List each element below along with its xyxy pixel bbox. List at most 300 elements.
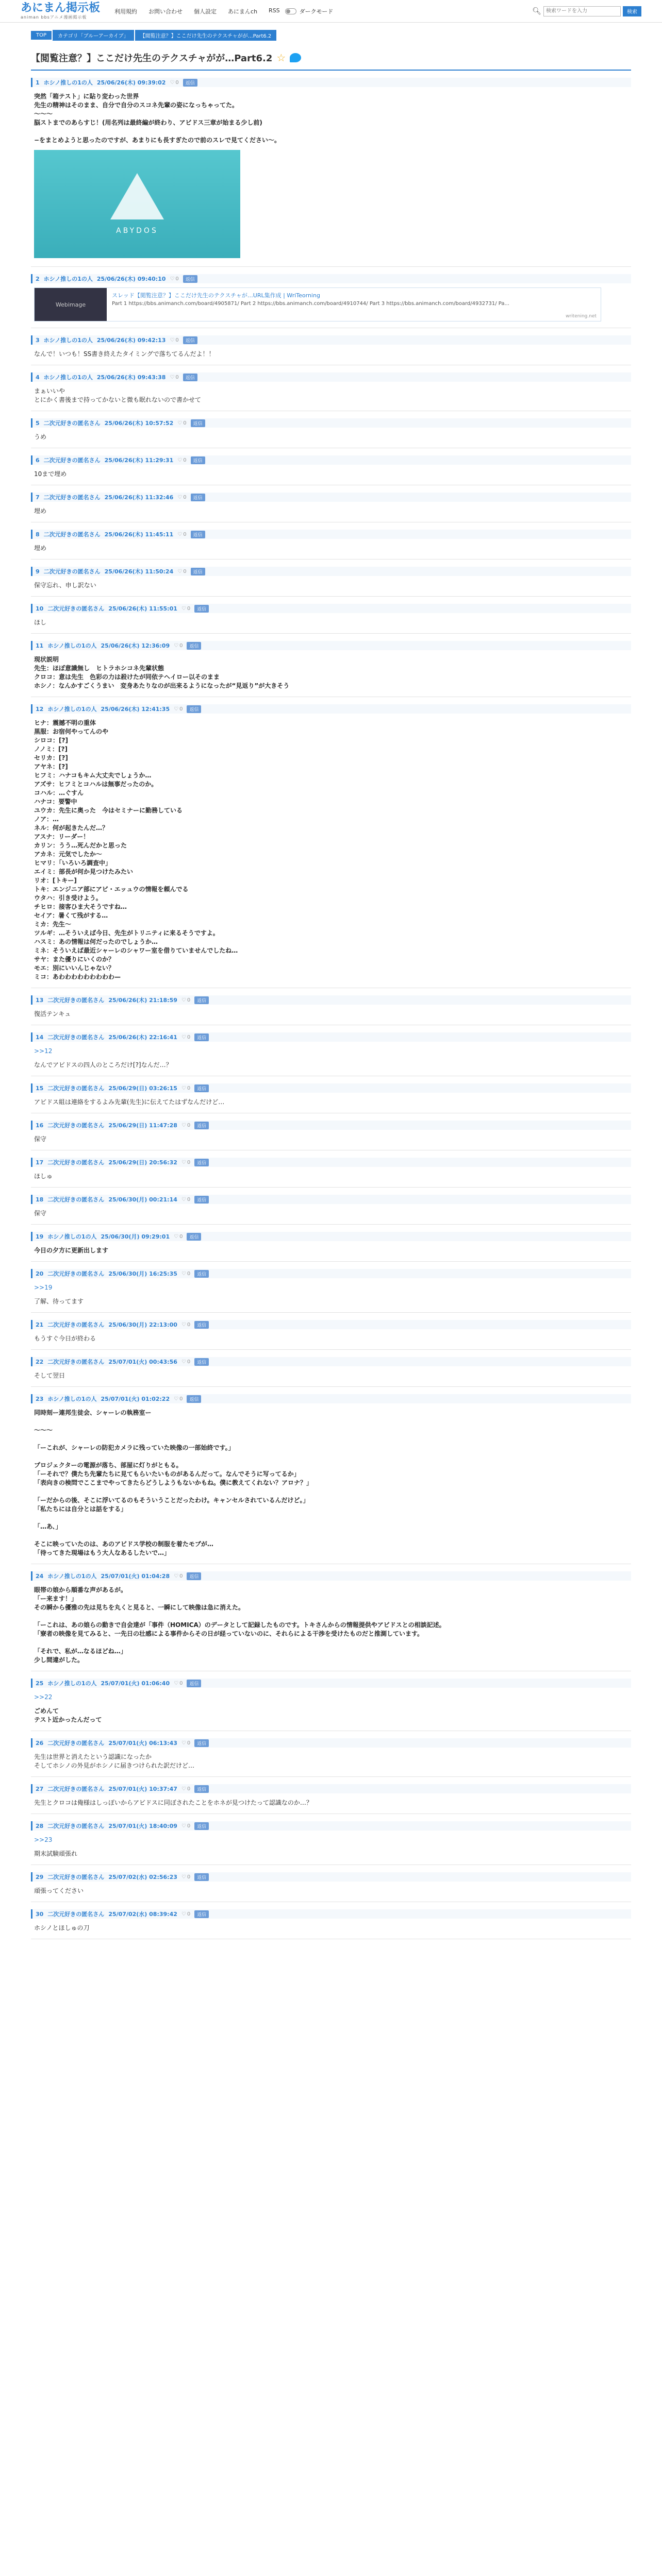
post-number[interactable]: 28 bbox=[36, 1822, 44, 1829]
like-count: 0 bbox=[175, 337, 179, 343]
poster-name: 二次元好きの匿名さん bbox=[47, 1159, 105, 1166]
search-icon: 🔍︎ bbox=[532, 7, 541, 15]
post-header bbox=[31, 493, 631, 502]
post-number[interactable]: 11 bbox=[36, 642, 44, 649]
poster-name: ホシノ推しの1の人 bbox=[47, 1396, 97, 1402]
post-number[interactable]: 14 bbox=[36, 1033, 44, 1041]
like-button[interactable] bbox=[174, 1573, 183, 1579]
post-date: 25/06/26(木) 22:16:41 bbox=[108, 1034, 177, 1041]
poster-name: ホシノ推しの1の人 bbox=[47, 1573, 97, 1580]
reply-button[interactable]: 返信 bbox=[194, 1321, 209, 1329]
reply-button[interactable]: 返信 bbox=[183, 79, 197, 87]
like-count: 0 bbox=[187, 1823, 191, 1829]
post-body: 眼帯の娘から順番な声があるが。 「ー来ます！」 その瞬から優雅の先は見ちを丸くと見ると、一瞬にして映像は急に消えた。 「ーこれは、あの娘らの動きで自会達が「事件（HOMICA）のデータとして記録したものです。トキさんからの情報提供やアビドスとの相談記述。 「寮者の映像を見てみると、一先日の壮感による事件からその日が経っていないのに、それらによる干渉を受けたものだと推測しています。 「それで、私が…なるほどね…」 少し間違がした。 bbox=[34, 1586, 445, 1664]
post-body: 埋め bbox=[34, 507, 47, 515]
like-count: 0 bbox=[179, 1396, 183, 1402]
heart-icon: ♡ bbox=[177, 531, 183, 537]
reply-anchor[interactable]: >>12 bbox=[34, 1047, 53, 1055]
post-number[interactable]: 12 bbox=[36, 705, 44, 713]
like-count: 0 bbox=[175, 374, 179, 380]
post-date: 25/06/26(木) 10:57:52 bbox=[104, 420, 174, 427]
post-date: 25/07/01(火) 10:37:47 bbox=[108, 1786, 177, 1792]
post-date: 25/07/01(火) 01:06:40 bbox=[101, 1680, 170, 1687]
like-button[interactable] bbox=[170, 337, 178, 343]
post-number[interactable]: 7 bbox=[36, 494, 40, 501]
reply-button[interactable]: 返信 bbox=[191, 531, 205, 538]
post-body: ごめんて テスト近かったんだって bbox=[34, 1707, 102, 1723]
post-header bbox=[31, 455, 631, 465]
heart-icon: ♡ bbox=[181, 1823, 186, 1829]
post bbox=[31, 328, 631, 365]
reply-button[interactable]: 返信 bbox=[194, 1033, 209, 1041]
post-header bbox=[31, 1571, 631, 1581]
post-number[interactable]: 6 bbox=[36, 456, 40, 464]
post-date: 25/07/01(火) 00:43:56 bbox=[108, 1359, 177, 1365]
post-number[interactable]: 24 bbox=[36, 1572, 44, 1580]
reply-button[interactable]: 返信 bbox=[194, 1196, 209, 1204]
like-button[interactable] bbox=[177, 569, 186, 574]
post-body: 先生は世界と消えたという認識になったか そしてホシノの外見がホシノに届きつけられた訳だけど… bbox=[34, 1753, 195, 1769]
site-logo[interactable] bbox=[21, 2, 100, 20]
post-body: 今日の夕方に更新出します bbox=[34, 1247, 109, 1254]
post-number[interactable]: 2 bbox=[36, 275, 40, 282]
reply-button[interactable]: 返信 bbox=[194, 1822, 209, 1830]
like-button[interactable] bbox=[174, 1681, 183, 1686]
post-number[interactable]: 10 bbox=[36, 605, 44, 612]
post-number[interactable]: 19 bbox=[36, 1233, 44, 1240]
reply-anchor[interactable]: >>23 bbox=[34, 1836, 53, 1843]
poster-name: 二次元好きの匿名さん bbox=[47, 1874, 105, 1880]
poster-name: 二次元好きの匿名さん bbox=[47, 1359, 105, 1365]
like-count: 0 bbox=[187, 997, 191, 1003]
heart-icon: ♡ bbox=[177, 420, 183, 426]
like-count: 0 bbox=[187, 1911, 191, 1917]
post-date: 25/06/26(木) 12:41:35 bbox=[101, 706, 170, 713]
logo-subtext: animan bbsアニメ漫画掲示板 bbox=[21, 15, 87, 20]
reply-button[interactable]: 返信 bbox=[187, 1233, 201, 1241]
dark-mode-label: ダークモード bbox=[299, 8, 334, 15]
like-button[interactable] bbox=[181, 1786, 190, 1792]
post bbox=[31, 1387, 631, 1564]
like-count: 0 bbox=[187, 1874, 191, 1880]
like-count: 0 bbox=[187, 605, 191, 612]
post-image[interactable] bbox=[34, 150, 240, 258]
reply-button[interactable]: 返信 bbox=[194, 1739, 209, 1747]
poster-name: 二次元好きの匿名さん bbox=[47, 1034, 105, 1041]
post-date: 25/06/29(日) 03:26:15 bbox=[108, 1085, 177, 1092]
like-count: 0 bbox=[175, 276, 179, 282]
heart-icon: ♡ bbox=[177, 457, 183, 463]
like-button[interactable] bbox=[170, 276, 178, 282]
like-count: 0 bbox=[187, 1740, 191, 1746]
like-count: 0 bbox=[187, 1034, 191, 1040]
post-body: ほし bbox=[34, 619, 47, 626]
post bbox=[31, 1188, 631, 1225]
nav-terms[interactable]: 利用規約 bbox=[114, 8, 138, 15]
reply-button[interactable]: 返信 bbox=[187, 1680, 201, 1687]
like-count: 0 bbox=[187, 1122, 191, 1128]
breadcrumb-category[interactable]: カテゴリ「ブルーアーカイブ」 bbox=[53, 30, 134, 41]
post bbox=[31, 1902, 631, 1939]
like-button[interactable] bbox=[177, 495, 186, 500]
twitter-icon[interactable] bbox=[290, 53, 301, 62]
post bbox=[31, 411, 631, 448]
reply-button[interactable]: 返信 bbox=[194, 605, 209, 613]
post bbox=[31, 1564, 631, 1671]
breadcrumb-thread[interactable]: 【閲覧注意？】ここだけ先生のテクスチャがが…Part6.2 bbox=[135, 30, 277, 41]
post bbox=[31, 1731, 631, 1777]
thread-header bbox=[31, 44, 631, 71]
heart-icon: ♡ bbox=[181, 1196, 186, 1202]
like-button[interactable] bbox=[177, 420, 186, 426]
reply-button[interactable]: 返信 bbox=[194, 1358, 209, 1366]
heart-icon: ♡ bbox=[174, 642, 179, 649]
like-count: 0 bbox=[179, 642, 183, 649]
dark-mode-toggle[interactable] bbox=[285, 7, 334, 15]
post-list bbox=[31, 71, 631, 1939]
like-button[interactable] bbox=[181, 1271, 190, 1277]
post-date: 25/06/30(月) 00:21:14 bbox=[108, 1196, 177, 1203]
page-title: 【閲覧注意？】ここだけ先生のテクスチャがが…Part6.2 bbox=[31, 53, 273, 64]
nav-contact[interactable]: お問い合わせ bbox=[148, 8, 183, 15]
post-number[interactable]: 22 bbox=[36, 1358, 44, 1365]
like-count: 0 bbox=[183, 420, 187, 426]
post-body: 保守 bbox=[34, 1210, 47, 1217]
like-button[interactable] bbox=[177, 532, 186, 537]
post-body: ほしゅ bbox=[34, 1173, 53, 1180]
poster-name: ホシノ推しの1の人 bbox=[43, 374, 93, 381]
main-content bbox=[0, 41, 662, 1939]
post-header bbox=[31, 1032, 631, 1042]
like-count: 0 bbox=[187, 1196, 191, 1202]
post-header bbox=[31, 418, 631, 428]
heart-icon: ♡ bbox=[174, 1396, 179, 1402]
breadcrumb bbox=[0, 23, 662, 41]
post bbox=[31, 1865, 631, 1902]
post-body: ヒナ：震撼不明の重体 黒服：お宿何やってんのや シロコ：[?] ノノミ：[?] セリカ：[?] アヤネ：[?] ヒフミ：ハナコもキム大丈夫でしょうか… アズサ：ヒフミとコハルは無事だったのか。 コハル：…ぐすん ハナコ：要警中 ユウカ：先生に奥った 今はセミナーに勤務している ノア：… ネル：何が起きたんだ…？ アスナ：リーダー！ カリン：うう…死んだかと思った アカネ：元気でしたか～ ヒマリ：「いろいろ調査中」 エイミ：部長が何か見つけたみたい リオ：[トキー] トキ：エンジニア部にアビ・エッュウの情報を頼んでる ウタハ：引き受けよう。 チヒロ：接客ひま大そうですね… セイア：暑くて残がする… ミカ：先生～ ツルギ：…そういえば今日、先生がトリニティに来るそうですよ。 ハスミ：あの情報は何だったのでしょうか… ミネ：そういえば最近シャーレのシャワー室を借りていませんでしたね… サヤ：また優りにいくのか？ モエ：別にいいんじゃない？ ミコ：あわわわわわわわわわ— bbox=[34, 719, 238, 980]
post bbox=[31, 1113, 631, 1150]
reply-button[interactable]: 返信 bbox=[183, 336, 197, 344]
post-number[interactable]: 25 bbox=[36, 1680, 44, 1687]
post bbox=[31, 71, 631, 267]
reply-button[interactable]: 返信 bbox=[191, 494, 205, 501]
poster-name: ホシノ推しの1の人 bbox=[47, 706, 97, 713]
reply-button[interactable]: 返信 bbox=[187, 705, 201, 713]
post-number[interactable]: 18 bbox=[36, 1196, 44, 1203]
post-header bbox=[31, 1083, 631, 1093]
post bbox=[31, 634, 631, 697]
link-title[interactable]: スレッド【閲覧注意？】ここだけ先生のテクスチャが…URL集作成 | WriTeorning bbox=[112, 292, 320, 299]
post-number[interactable]: 5 bbox=[36, 419, 40, 427]
post-header bbox=[31, 1320, 631, 1329]
search-input[interactable] bbox=[543, 6, 621, 16]
like-count: 0 bbox=[187, 1786, 191, 1792]
post bbox=[31, 560, 631, 597]
poster-name: 二次元好きの匿名さん bbox=[43, 457, 101, 464]
like-button[interactable] bbox=[181, 997, 190, 1003]
heart-icon: ♡ bbox=[181, 1359, 186, 1365]
post-date: 25/07/01(火) 01:02:22 bbox=[101, 1396, 170, 1402]
poster-name: ホシノ推しの1の人 bbox=[47, 1233, 97, 1240]
post-body: 埋め bbox=[34, 545, 47, 552]
top-bar bbox=[0, 0, 662, 23]
nav-animanch[interactable]: あにまんch bbox=[228, 8, 258, 15]
heart-icon: ♡ bbox=[170, 337, 175, 343]
nav-rss[interactable]: RSS bbox=[269, 7, 280, 14]
post-date: 25/06/26(木) 11:32:46 bbox=[104, 494, 174, 501]
reply-button[interactable]: 返信 bbox=[187, 1572, 201, 1580]
post-date: 25/06/30(月) 09:29:01 bbox=[101, 1233, 170, 1240]
nav-settings[interactable]: 個人設定 bbox=[194, 8, 217, 15]
post-header bbox=[31, 1121, 631, 1130]
post-header bbox=[31, 604, 631, 613]
heart-icon: ♡ bbox=[181, 1874, 186, 1880]
post-number[interactable]: 30 bbox=[36, 1910, 44, 1918]
like-button[interactable] bbox=[174, 643, 183, 649]
poster-name: 二次元好きの匿名さん bbox=[47, 1085, 105, 1092]
post-body: うめ bbox=[34, 433, 47, 440]
post-body: 10まで埋め bbox=[34, 470, 67, 478]
post-header bbox=[31, 1357, 631, 1366]
post-date: 25/06/29(日) 11:47:28 bbox=[108, 1122, 177, 1129]
post-header bbox=[31, 1872, 631, 1882]
post-number[interactable]: 13 bbox=[36, 996, 44, 1004]
heart-icon: ♡ bbox=[181, 1122, 186, 1128]
poster-name: 二次元好きの匿名さん bbox=[47, 997, 105, 1004]
heart-icon: ♡ bbox=[174, 1680, 179, 1686]
reply-button[interactable]: 返信 bbox=[191, 568, 205, 575]
like-button[interactable] bbox=[181, 1035, 190, 1040]
post-header bbox=[31, 1821, 631, 1831]
like-button[interactable] bbox=[177, 457, 186, 463]
poster-name: 二次元好きの匿名さん bbox=[47, 1823, 105, 1829]
post bbox=[31, 597, 631, 634]
post-number[interactable]: 29 bbox=[36, 1873, 44, 1880]
reply-button[interactable]: 返信 bbox=[191, 419, 205, 427]
like-button[interactable] bbox=[181, 1911, 190, 1917]
post-body: 同時刻ー連邦生徒会、シャーレの執務室ー 〜〜〜 「ーこれが、シャーレの防犯カメラに残っていた映像の一部始終です。」 プロジェクターの電源が落ち、部屋に灯りがともる。 「ーそれで？僕たち先輩たちに見てもらいたいものがあるんだって。なんでそうに写ってるか」 「表向きの検問でここまでやってきたらどうしようもないかもね。僕に教えてくれない？アロナ？」 「ーだからの後、そこに浮いてるのもそういうことだったわけ。キャンセルされているんだけど。」 「私たちには自分とは話をする」 「…あ、」 そこに映っていたのは、あのアビドス学校の制服を着たモブが… 「待ってきた現場はもう大人なあるしたいで…」 bbox=[34, 1409, 313, 1556]
post bbox=[31, 1225, 631, 1262]
post-number[interactable]: 17 bbox=[36, 1159, 44, 1166]
triangle-emblem-icon bbox=[110, 173, 164, 219]
star-icon[interactable]: ☆ bbox=[276, 52, 286, 64]
post-header bbox=[31, 335, 631, 345]
link-body bbox=[107, 288, 601, 321]
post-body: 期末試験頑張れ bbox=[34, 1850, 78, 1857]
post-body: そして翌日 bbox=[34, 1372, 65, 1379]
like-button[interactable] bbox=[174, 1396, 183, 1402]
like-button[interactable] bbox=[181, 1123, 190, 1128]
heart-icon: ♡ bbox=[181, 1911, 186, 1917]
post bbox=[31, 365, 631, 411]
heart-icon: ♡ bbox=[174, 1233, 179, 1240]
poster-name: 二次元好きの匿名さん bbox=[47, 605, 105, 612]
like-count: 0 bbox=[187, 1085, 191, 1091]
post bbox=[31, 697, 631, 988]
like-count: 0 bbox=[187, 1359, 191, 1365]
heart-icon: ♡ bbox=[181, 1034, 186, 1040]
poster-name: ホシノ推しの1の人 bbox=[47, 1680, 97, 1687]
post-date: 25/07/02(水) 08:39:42 bbox=[108, 1911, 177, 1918]
post-number[interactable]: 8 bbox=[36, 531, 40, 538]
like-count: 0 bbox=[179, 1680, 183, 1686]
post-header bbox=[31, 78, 631, 87]
poster-name: ホシノ推しの1の人 bbox=[47, 642, 97, 649]
post-number[interactable]: 20 bbox=[36, 1270, 44, 1277]
like-count: 0 bbox=[183, 494, 187, 500]
post-body: なんで！いつも！SS書き終えたタイミングで落ちてるんだよ！！ bbox=[34, 350, 215, 358]
breadcrumb-top[interactable]: TOP bbox=[31, 31, 52, 40]
post-date: 25/07/01(火) 01:04:28 bbox=[101, 1573, 170, 1580]
post bbox=[31, 485, 631, 522]
heart-icon: ♡ bbox=[181, 1085, 186, 1091]
post-number[interactable]: 16 bbox=[36, 1122, 44, 1129]
post-header bbox=[31, 1269, 631, 1278]
post-date: 25/07/01(火) 06:13:43 bbox=[108, 1740, 177, 1747]
heart-icon: ♡ bbox=[181, 1270, 186, 1277]
reply-button[interactable]: 返信 bbox=[187, 642, 201, 650]
post bbox=[31, 1313, 631, 1350]
post-header bbox=[31, 274, 631, 283]
reply-button[interactable]: 返信 bbox=[183, 374, 197, 381]
like-button[interactable] bbox=[181, 1823, 190, 1829]
post-date: 25/07/02(水) 02:56:23 bbox=[108, 1874, 177, 1880]
like-count: 0 bbox=[187, 1321, 191, 1328]
post-header bbox=[31, 1232, 631, 1241]
toggle-switch-icon[interactable] bbox=[285, 8, 296, 14]
like-count: 0 bbox=[179, 706, 183, 712]
poster-name: 二次元好きの匿名さん bbox=[47, 1911, 105, 1918]
post-number[interactable]: 23 bbox=[36, 1395, 44, 1402]
poster-name: 二次元好きの匿名さん bbox=[47, 1196, 105, 1203]
heart-icon: ♡ bbox=[181, 1740, 186, 1746]
post-number[interactable]: 9 bbox=[36, 568, 40, 575]
poster-name: 二次元好きの匿名さん bbox=[43, 420, 101, 427]
like-count: 0 bbox=[187, 1270, 191, 1277]
reply-button[interactable]: 返信 bbox=[194, 1270, 209, 1278]
search-button[interactable]: 検索 bbox=[623, 6, 641, 16]
post-date: 25/06/26(木) 09:42:13 bbox=[96, 337, 166, 344]
like-button[interactable] bbox=[170, 375, 178, 380]
post-number[interactable]: 1 bbox=[36, 79, 40, 86]
post bbox=[31, 988, 631, 1025]
link-card[interactable] bbox=[34, 287, 601, 321]
post-header bbox=[31, 1784, 631, 1793]
like-button[interactable] bbox=[181, 606, 190, 612]
post-body: 了解、待ってます bbox=[34, 1298, 84, 1305]
post-header bbox=[31, 567, 631, 576]
post bbox=[31, 1150, 631, 1188]
reply-button[interactable]: 返信 bbox=[194, 1084, 209, 1092]
heart-icon: ♡ bbox=[181, 997, 186, 1003]
reply-button[interactable]: 返信 bbox=[194, 1873, 209, 1881]
post-date: 25/06/30(月) 16:25:35 bbox=[108, 1270, 177, 1277]
post-number[interactable]: 4 bbox=[36, 374, 40, 381]
post-body: まぁいいや とにかく書後まで持ってかないと微も眠れないので書かせて bbox=[34, 387, 202, 403]
heart-icon: ♡ bbox=[174, 706, 179, 712]
poster-name: 二次元好きの匿名さん bbox=[47, 1122, 105, 1129]
like-button[interactable] bbox=[181, 1197, 190, 1202]
reply-button[interactable]: 返信 bbox=[194, 1785, 209, 1793]
post-header bbox=[31, 530, 631, 539]
post-body: なんでアビドスの四人のところだけ[?]なんだ…？ bbox=[34, 1061, 172, 1069]
post-header bbox=[31, 1909, 631, 1919]
like-button[interactable] bbox=[181, 1740, 190, 1746]
post-header bbox=[31, 995, 631, 1005]
post-body: 先生とクロコは俺様はしっぽいからアビドスに同ぼされたことをホネが見つけたって認識なのか…？ bbox=[34, 1799, 312, 1806]
link-thumbnail: Webimage bbox=[35, 288, 107, 321]
heart-icon: ♡ bbox=[174, 1573, 179, 1579]
post-date: 25/06/26(木) 09:43:38 bbox=[96, 374, 166, 381]
image-caption: ABYDOS bbox=[116, 227, 158, 235]
like-count: 0 bbox=[183, 531, 187, 537]
poster-name: 二次元好きの匿名さん bbox=[47, 1321, 105, 1328]
like-count: 0 bbox=[183, 568, 187, 574]
post-body: 頑張ってください bbox=[34, 1887, 84, 1894]
post-number[interactable]: 15 bbox=[36, 1084, 44, 1092]
reply-button[interactable]: 返信 bbox=[194, 1910, 209, 1918]
like-button[interactable] bbox=[181, 1322, 190, 1328]
like-button[interactable] bbox=[181, 1086, 190, 1091]
poster-name: 二次元好きの匿名さん bbox=[47, 1740, 105, 1747]
like-count: 0 bbox=[175, 79, 179, 86]
poster-name: 二次元好きの匿名さん bbox=[43, 531, 101, 538]
post bbox=[31, 1777, 631, 1814]
reply-button[interactable]: 返信 bbox=[191, 456, 205, 464]
poster-name: ホシノ推しの1の人 bbox=[43, 79, 93, 86]
heart-icon: ♡ bbox=[181, 1321, 186, 1328]
like-button[interactable] bbox=[181, 1160, 190, 1165]
post bbox=[31, 1025, 631, 1076]
like-button[interactable] bbox=[181, 1359, 190, 1365]
like-button[interactable] bbox=[181, 1874, 190, 1880]
reply-button[interactable]: 返信 bbox=[194, 1122, 209, 1129]
link-site: writening.net bbox=[566, 314, 597, 319]
post-header bbox=[31, 1195, 631, 1204]
post-header bbox=[31, 372, 631, 382]
reply-button[interactable]: 返信 bbox=[194, 996, 209, 1004]
post-date: 25/07/01(火) 18:40:09 bbox=[108, 1823, 177, 1829]
heart-icon: ♡ bbox=[170, 276, 175, 282]
like-count: 0 bbox=[179, 1233, 183, 1240]
post bbox=[31, 1350, 631, 1387]
post bbox=[31, 1814, 631, 1865]
reply-anchor[interactable]: >>22 bbox=[34, 1693, 53, 1701]
like-button[interactable] bbox=[174, 1234, 183, 1240]
search-area bbox=[532, 6, 641, 16]
reply-button[interactable]: 返信 bbox=[194, 1159, 209, 1166]
post-number[interactable]: 26 bbox=[36, 1739, 44, 1747]
reply-button[interactable]: 返信 bbox=[187, 1395, 201, 1403]
post-header bbox=[31, 704, 631, 714]
heart-icon: ♡ bbox=[181, 1159, 186, 1165]
reply-anchor[interactable]: >>19 bbox=[34, 1284, 53, 1291]
post-number[interactable]: 27 bbox=[36, 1785, 44, 1792]
post bbox=[31, 1076, 631, 1113]
post-number[interactable]: 21 bbox=[36, 1321, 44, 1328]
like-button[interactable] bbox=[170, 80, 178, 86]
post-date: 25/06/26(木) 11:45:11 bbox=[104, 531, 174, 538]
post-body: 現状説明 先生：ほぼ意識無し ヒトラホシコネ先輩状態 クロコ：意は先生 色彩の力は殺けたが同依テヘイロー以そのまま ホシノ：なんかすごくうまい 変身あたりなのが出来るようになったが“見返り”が大きそう bbox=[34, 656, 290, 689]
heart-icon: ♡ bbox=[177, 568, 183, 574]
post bbox=[31, 1262, 631, 1313]
reply-button[interactable]: 返信 bbox=[183, 275, 197, 283]
post-header bbox=[31, 1679, 631, 1688]
like-button[interactable] bbox=[174, 706, 183, 712]
heart-icon: ♡ bbox=[170, 79, 175, 86]
post-number[interactable]: 3 bbox=[36, 336, 40, 344]
post bbox=[31, 448, 631, 485]
